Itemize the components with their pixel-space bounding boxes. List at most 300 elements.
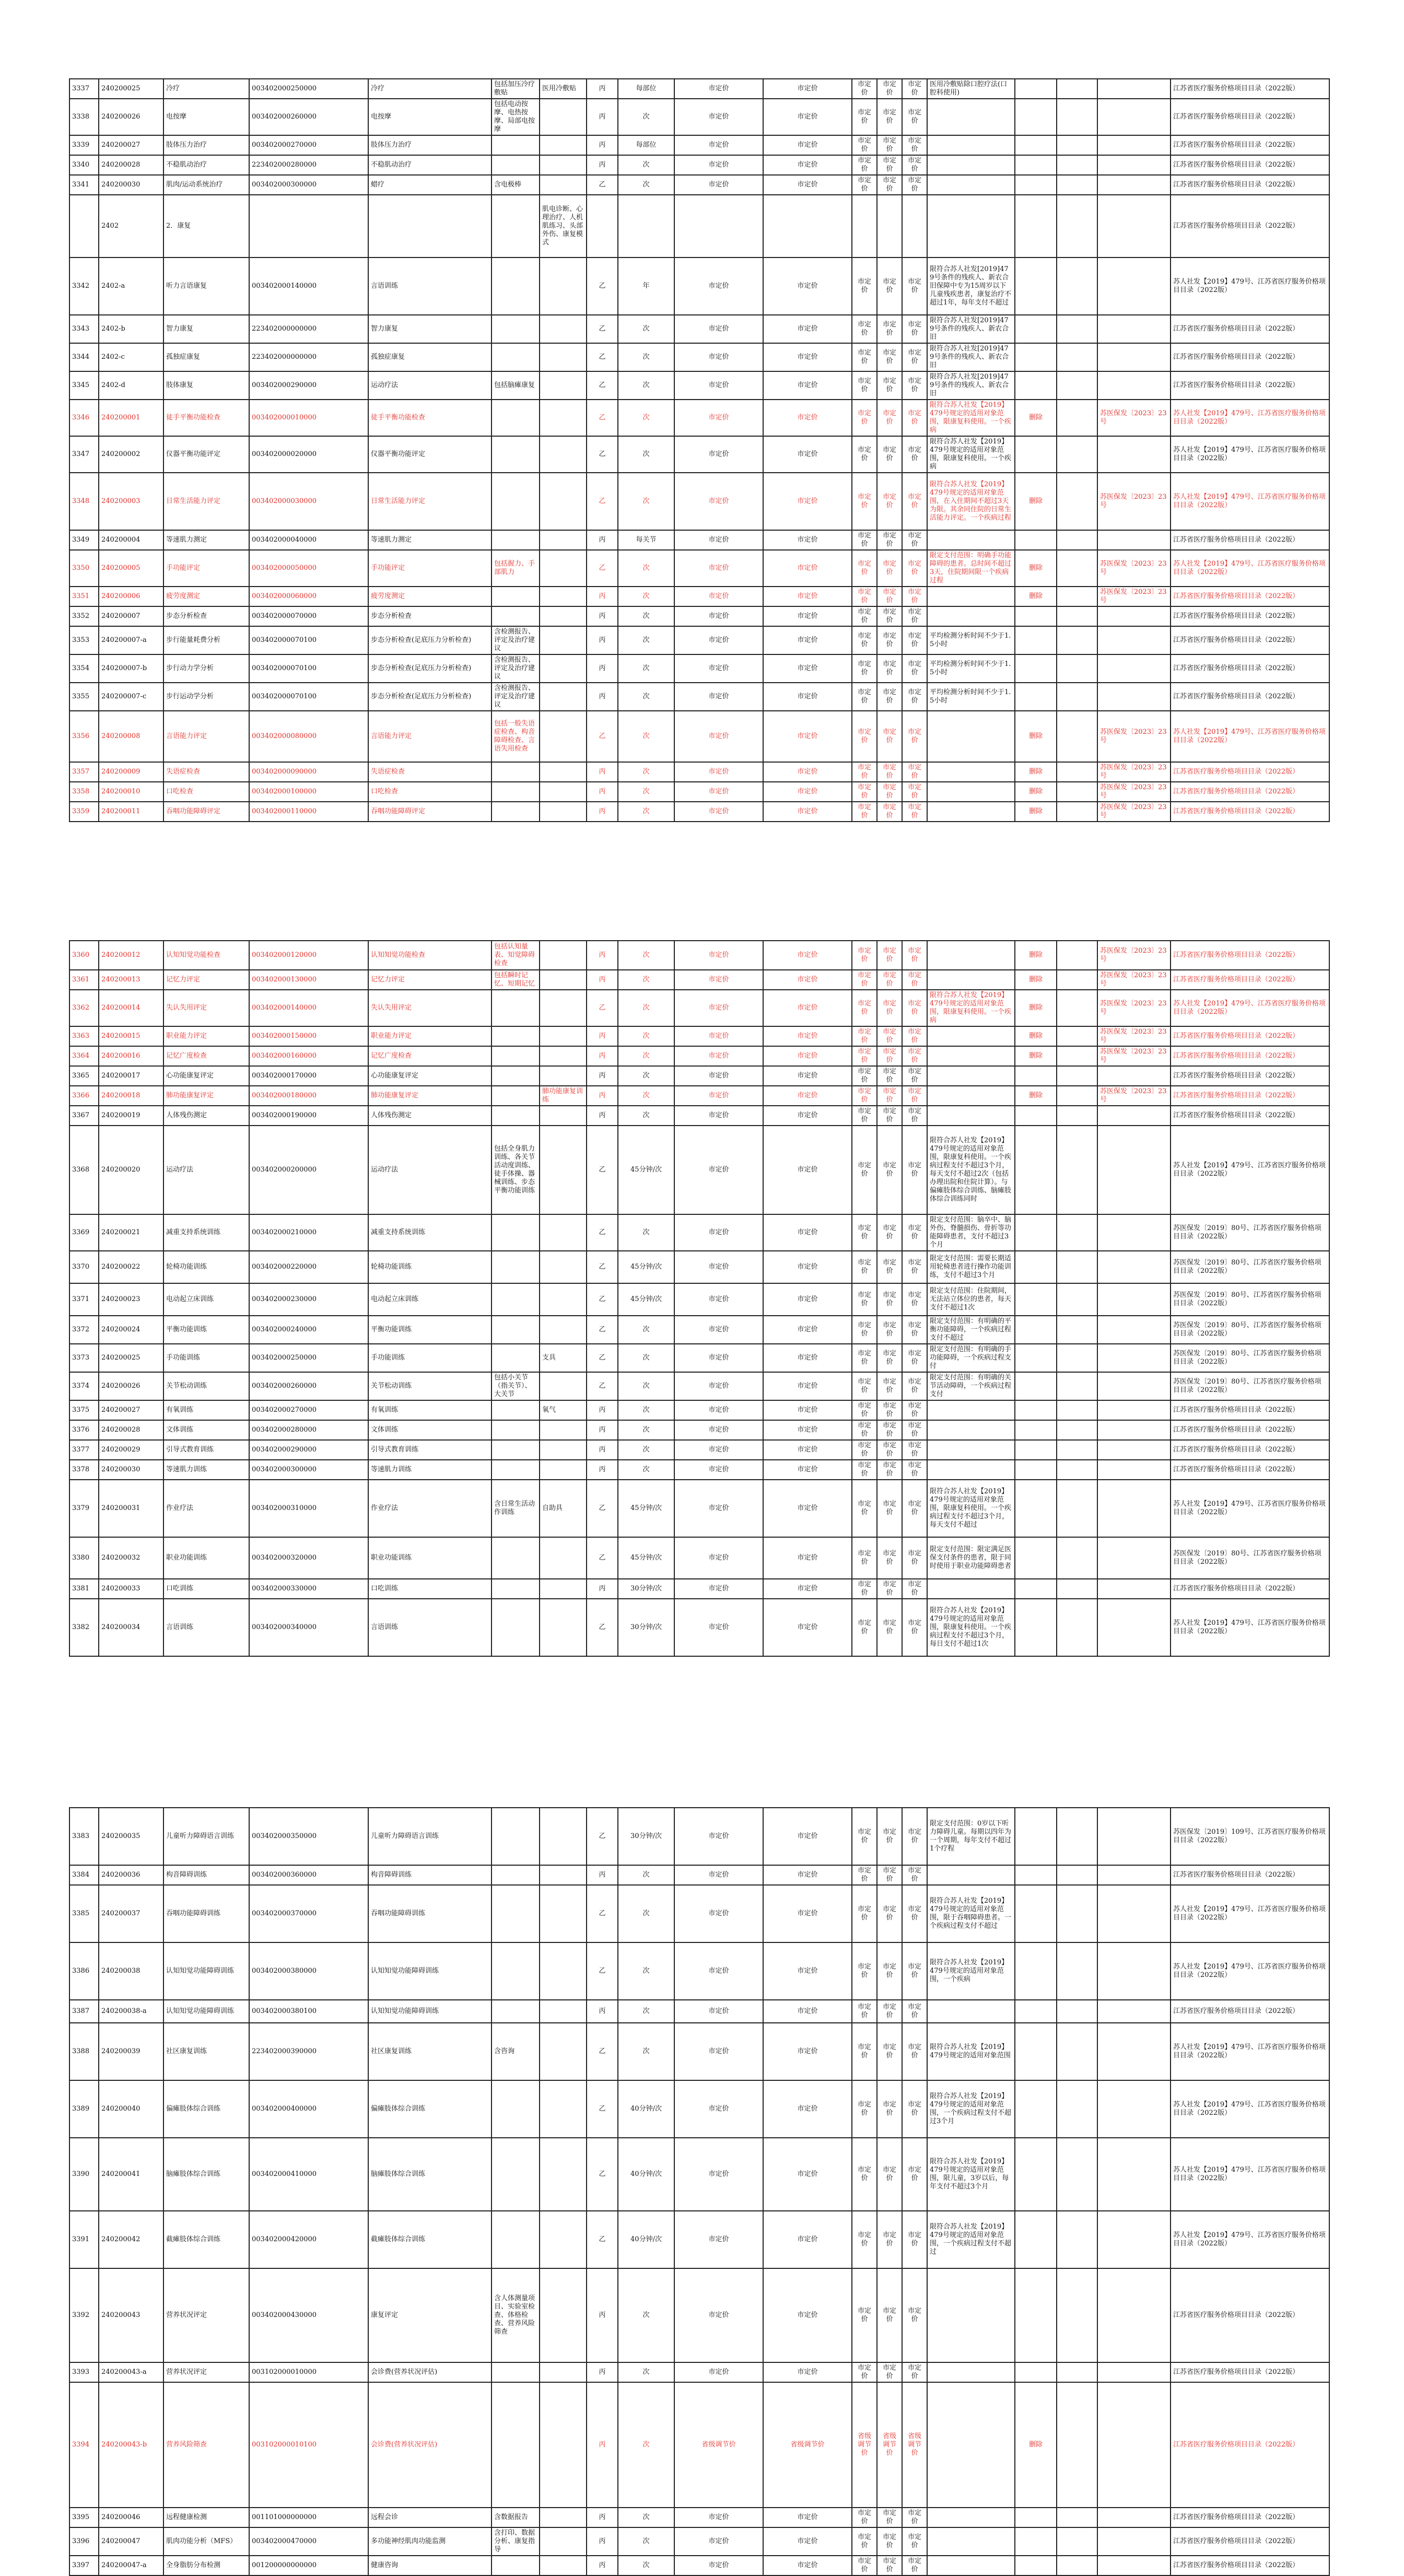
table-cell [1015, 1344, 1057, 1372]
table-block-2 [69, 940, 1329, 1657]
table-cell [492, 530, 540, 550]
table-cell: 003402000250000 [249, 1344, 368, 1372]
table-row [69, 2556, 1329, 2575]
table-cell: 市定价 [763, 530, 852, 550]
table-cell: 删除 [1015, 1086, 1057, 1106]
table-cell [1097, 257, 1171, 315]
table-cell [1057, 155, 1097, 175]
table-cell [1097, 1420, 1171, 1440]
table-cell [927, 2556, 1015, 2575]
table-cell: 003402000290000 [249, 1440, 368, 1460]
table-cell: 市定价 [763, 473, 852, 530]
table-cell: 市定价 [877, 2508, 902, 2527]
table-cell: 2402-b [99, 315, 163, 343]
table-row [69, 99, 1329, 135]
table-cell: 苏人社发【2019】479号、江苏省医疗服务价格项目目录（2022版） [1171, 1885, 1329, 1942]
table-cell: 240200042 [99, 2211, 163, 2268]
table-cell: 包括全身肌力训练、各关节活动度训练、徒手体操、器械训练、步态平衡功能训练 [492, 1126, 540, 1214]
table-cell: 轮椅功能训练 [368, 1251, 492, 1283]
table-cell: 240200047-a [99, 2556, 163, 2575]
table-cell: 市定价 [852, 315, 877, 343]
table-cell: 市定价 [763, 990, 852, 1026]
table-cell: 市定价 [902, 1026, 927, 1046]
table-cell: 市定价 [902, 2527, 927, 2556]
table-cell: 苏人社发【2019】479号、江苏省医疗服务价格项目目录（2022版） [1171, 1599, 1329, 1656]
table-cell [492, 1046, 540, 1066]
table-cell: 删除 [1015, 550, 1057, 587]
table-cell [1057, 1066, 1097, 1086]
table-cell: 市定价 [877, 2556, 902, 2575]
table-cell: 手功能评定 [368, 550, 492, 587]
table-cell [540, 1046, 587, 1066]
table-cell [1057, 1214, 1097, 1251]
table-cell: 市定价 [674, 257, 763, 315]
table-cell: 平均检测分析时间不少于1.5小时 [927, 626, 1015, 654]
table-cell: 市定价 [902, 175, 927, 195]
table-cell: 丙 [587, 2527, 618, 2556]
table-cell: 市定价 [674, 79, 763, 99]
table-cell: 003402000290000 [249, 371, 368, 400]
table-cell: 市定价 [877, 2023, 902, 2080]
table-cell: 乙 [587, 1214, 618, 1251]
table-cell [902, 195, 927, 257]
table-cell: 市定价 [852, 782, 877, 802]
table-cell: 市定价 [852, 1579, 877, 1599]
table-cell: 240200003 [99, 473, 163, 530]
table-cell [1097, 2268, 1171, 2362]
table-cell [927, 2000, 1015, 2023]
table-cell: 3346 [69, 400, 99, 436]
table-cell: 市定价 [852, 587, 877, 606]
table-cell: 市定价 [763, 2556, 852, 2575]
table-cell: 丙 [587, 654, 618, 683]
table-row [69, 436, 1329, 473]
table-cell [1057, 1316, 1097, 1344]
table-cell: 市定价 [877, 1283, 902, 1316]
table-cell [877, 195, 902, 257]
table-cell: 限定支付范围：有明确的关节活动障碍，一个疾病过程支付 [927, 1372, 1015, 1400]
table-cell: 省级调节价 [852, 2382, 877, 2508]
table-cell: 市定价 [902, 1440, 927, 1460]
table-cell: 市定价 [674, 1460, 763, 1480]
table-cell: 市定价 [674, 1942, 763, 2000]
table-cell [1015, 2211, 1057, 2268]
table-cell: 含检测报告、评定及治疗建议 [492, 654, 540, 683]
table-cell: 市定价 [902, 1480, 927, 1537]
table-cell: 240200030 [99, 1460, 163, 1480]
table-cell: 口吃检查 [368, 782, 492, 802]
table-row [69, 1251, 1329, 1283]
table-cell: 徒手平衡功能检查 [368, 400, 492, 436]
table-cell: 市定价 [877, 2000, 902, 2023]
table-cell: 市定价 [902, 970, 927, 990]
table-row [69, 79, 1329, 99]
table-cell: 市定价 [674, 2362, 763, 2382]
table-cell [492, 990, 540, 1026]
table-cell: 市定价 [763, 135, 852, 155]
table-cell: 市定价 [877, 2268, 902, 2362]
table-cell [492, 1316, 540, 1344]
table-cell: 3389 [69, 2080, 99, 2138]
table-cell: 市定价 [763, 257, 852, 315]
table-cell [1097, 195, 1171, 257]
table-cell: 市定价 [674, 2508, 763, 2527]
table-cell [1097, 99, 1171, 135]
table-cell [540, 436, 587, 473]
table-cell: 次 [618, 1460, 674, 1480]
table-cell: 市定价 [902, 1537, 927, 1579]
table-cell: 市定价 [763, 371, 852, 400]
table-cell [1015, 436, 1057, 473]
table-cell: 市定价 [674, 1046, 763, 1066]
table-cell [492, 587, 540, 606]
table-cell: 肺功能康复训练 [540, 1086, 587, 1106]
table-cell: 丙 [587, 155, 618, 175]
table-cell: 丙 [587, 941, 618, 970]
table-cell: 步态分析检查(足底压力分析检查) [368, 626, 492, 654]
table-cell [1015, 1126, 1057, 1214]
table-cell [1057, 257, 1097, 315]
table-cell: 40分钟/次 [618, 2080, 674, 2138]
table-cell: 240200040 [99, 2080, 163, 2138]
table-cell: 次 [618, 99, 674, 135]
table-cell [1097, 315, 1171, 343]
table-cell: 3341 [69, 175, 99, 195]
table-cell [540, 400, 587, 436]
table-cell: 市定价 [852, 711, 877, 762]
table-cell: 市定价 [763, 1066, 852, 1086]
table-cell [1057, 473, 1097, 530]
table-cell: 市定价 [763, 1214, 852, 1251]
table-cell [1097, 371, 1171, 400]
table-row [69, 626, 1329, 654]
table-cell: 3397 [69, 2556, 99, 2575]
table-cell [1057, 1106, 1097, 1126]
table-cell [1057, 1480, 1097, 1537]
table-cell: 市定价 [902, 1214, 927, 1251]
table-cell: 言语训练 [368, 1599, 492, 1656]
table-cell: 市定价 [852, 550, 877, 587]
table-cell [492, 1066, 540, 1086]
table-cell [927, 711, 1015, 762]
table-cell [1097, 2138, 1171, 2211]
table-cell [540, 1599, 587, 1656]
table-cell: 240200047 [99, 2527, 163, 2556]
table-cell [1097, 343, 1171, 371]
table-cell: 每关节 [618, 530, 674, 550]
table-cell: 市定价 [877, 990, 902, 1026]
table-cell: 40分钟/次 [618, 2211, 674, 2268]
table-cell: 240200034 [99, 1599, 163, 1656]
table-cell [540, 2080, 587, 2138]
table-cell: 003402000280000 [249, 1420, 368, 1440]
table-cell: 003402000350000 [249, 1808, 368, 1865]
table-cell: 运动疗法 [368, 1126, 492, 1214]
table-cell: 含咨询 [492, 2023, 540, 2080]
table-cell [492, 606, 540, 626]
table-cell: 市定价 [852, 1214, 877, 1251]
table-cell [540, 1026, 587, 1046]
table-cell: 003402000470000 [249, 2527, 368, 2556]
table-cell: 市定价 [763, 1420, 852, 1440]
table-cell: 市定价 [763, 1537, 852, 1579]
table-cell: 30分钟/次 [618, 1599, 674, 1656]
table-cell: 智力康复 [163, 315, 249, 343]
table-cell [492, 1283, 540, 1316]
table-cell: 2．康复 [163, 195, 249, 257]
table-cell: 苏医保发〔2023〕23号 [1097, 1086, 1171, 1106]
table-cell: 智力康复 [368, 315, 492, 343]
table-cell: 江苏省医疗服务价格项目目录（2022版） [1171, 1460, 1329, 1480]
table-cell: 苏人社发【2019】479号、江苏省医疗服务价格项目目录（2022版） [1171, 550, 1329, 587]
table-cell [540, 990, 587, 1026]
table-cell: 每部位 [618, 79, 674, 99]
table-cell: 市定价 [902, 1372, 927, 1400]
table-cell: 次 [618, 436, 674, 473]
table-cell: 003402000180000 [249, 1086, 368, 1106]
table-cell [249, 195, 368, 257]
table-cell: 苏人社发【2019】479号、江苏省医疗服务价格项目目录（2022版） [1171, 1942, 1329, 2000]
table-cell: 每部位 [618, 135, 674, 155]
table-cell: 脑瘫肢体综合训练 [368, 2138, 492, 2211]
table-cell: 苏医保发〔2019〕80号、江苏省医疗服务价格项目目录（2022版） [1171, 1316, 1329, 1344]
table-cell [1057, 1460, 1097, 1480]
table-cell: 30分钟/次 [618, 1808, 674, 1865]
table-cell: 市定价 [852, 1865, 877, 1885]
table-cell: 市定价 [877, 2138, 902, 2211]
table-cell [1015, 175, 1057, 195]
table-cell: 乙 [587, 1251, 618, 1283]
table-cell: 次 [618, 1046, 674, 1066]
table-row [69, 970, 1329, 990]
table-cell: 市定价 [852, 1316, 877, 1344]
table-cell: 3368 [69, 1126, 99, 1214]
table-cell: 003402000260000 [249, 1372, 368, 1400]
table-cell [1057, 1372, 1097, 1400]
table-cell [1057, 343, 1097, 371]
table-cell: 2402 [99, 195, 163, 257]
table-cell: 步行能量耗费分析 [163, 626, 249, 654]
table-cell [1057, 99, 1097, 135]
table-cell: 江苏省医疗服务价格项目目录（2022版） [1171, 654, 1329, 683]
table-cell: 市定价 [763, 1808, 852, 1865]
table-cell: 江苏省医疗服务价格项目目录（2022版） [1171, 195, 1329, 257]
table-cell: 次 [618, 990, 674, 1026]
table-cell: 认知知觉功能检查 [163, 941, 249, 970]
table-cell: 限符合苏人社发[2019]479号条件的残疾人、新农合旧保障中专为15周岁以下儿童残疾患者，康复治疗不超过1年，每年支付不超过 [927, 257, 1015, 315]
table-cell: 市定价 [763, 654, 852, 683]
table-cell [1097, 1372, 1171, 1400]
table-row [69, 683, 1329, 711]
table-cell: 240200046 [99, 2508, 163, 2527]
table-cell: 市定价 [763, 1251, 852, 1283]
table-cell [1057, 1026, 1097, 1046]
table-cell: 市定价 [674, 2211, 763, 2268]
table-cell [1057, 941, 1097, 970]
table-cell: 不稳肌动治疗 [368, 155, 492, 175]
table-cell: 市定价 [902, 1865, 927, 1885]
table-cell: 240200041 [99, 2138, 163, 2211]
table-cell: 限符合苏人社发【2019】479号规定的适用对象范围，限康复科使用。一个疾病过程支付不超过3个月，每天支付不超过 [927, 1480, 1015, 1537]
table-cell: 市定价 [674, 371, 763, 400]
table-row [69, 1440, 1329, 1460]
table-cell: 肌肉功能分析（MFS） [163, 2527, 249, 2556]
table-cell: 记忆力评定 [368, 970, 492, 990]
table-cell: 电动起立床训练 [368, 1283, 492, 1316]
table-cell: 人体残伤测定 [163, 1106, 249, 1126]
table-cell: 江苏省医疗服务价格项目目录（2022版） [1171, 371, 1329, 400]
table-cell [927, 782, 1015, 802]
table-cell: 003402000300000 [249, 175, 368, 195]
table-cell: 市定价 [674, 1579, 763, 1599]
table-cell: 丙 [587, 762, 618, 782]
table-cell: 市定价 [852, 970, 877, 990]
table-cell: 次 [618, 2556, 674, 2575]
table-cell [1097, 2023, 1171, 2080]
table-cell: 乙 [587, 343, 618, 371]
table-cell: 市定价 [763, 2508, 852, 2527]
table-cell: 市定价 [902, 371, 927, 400]
table-cell [587, 195, 618, 257]
table-cell: 限定支付范围：有明确的平衡功能障碍，一个疾病过程支付不超过 [927, 1316, 1015, 1344]
table-cell: 次 [618, 400, 674, 436]
table-cell [1057, 1808, 1097, 1865]
table-cell: 苏医保发〔2019〕80号、江苏省医疗服务价格项目目录（2022版） [1171, 1537, 1329, 1579]
table-cell: 乙 [587, 1480, 618, 1537]
table-cell: 市定价 [674, 155, 763, 175]
table-cell: 240200038 [99, 1942, 163, 2000]
table-cell: 限定支付范围：明确手功能障碍的患者。总时间不超过3天，住院期间限一个疾病过程 [927, 550, 1015, 587]
table-cell: 240200022 [99, 1251, 163, 1283]
table-cell: 市定价 [763, 175, 852, 195]
table-cell: 蜡疗 [368, 175, 492, 195]
table-cell: 市定价 [763, 1106, 852, 1126]
table-cell: 文体训练 [368, 1420, 492, 1440]
table-cell: 30分钟/次 [618, 1579, 674, 1599]
table-cell: 失认失用评定 [368, 990, 492, 1026]
table-row [69, 550, 1329, 587]
table-cell: 市定价 [852, 2556, 877, 2575]
table-cell: 含日常生活动作训练 [492, 1480, 540, 1537]
table-cell: 删除 [1015, 2382, 1057, 2508]
table-cell [1057, 2080, 1097, 2138]
table-cell [492, 1026, 540, 1046]
table-cell [1015, 2556, 1057, 2575]
table-cell: 2402-d [99, 371, 163, 400]
table-cell: 减重支持系统训练 [368, 1214, 492, 1251]
table-cell: 市定价 [674, 436, 763, 473]
table-cell: 苏医保发〔2023〕23号 [1097, 1046, 1171, 1066]
table-cell: 认知知觉功能障碍训练 [368, 2000, 492, 2023]
table-cell [927, 1440, 1015, 1460]
table-cell: 240200005 [99, 550, 163, 587]
table-cell: 步行动力学分析 [163, 654, 249, 683]
table-cell [492, 1808, 540, 1865]
table-cell [1097, 1440, 1171, 1460]
table-cell: 240200027 [99, 1400, 163, 1420]
table-cell: 丙 [587, 1579, 618, 1599]
table-cell [1015, 79, 1057, 99]
table-cell: 肌电诊断、心理治疗、人机肌练习、头部外伤、康复模式 [540, 195, 587, 257]
table-cell: 截瘫肢体综合训练 [368, 2211, 492, 2268]
table-cell: 限符合苏人社发【2019】479号规定的适用对象范围，限康复科使用。一个疾病过程支付不超过3个月，每日支付不超过1次 [927, 1599, 1015, 1656]
table-cell: 市定价 [674, 1026, 763, 1046]
table-cell: 丙 [587, 626, 618, 654]
table-cell [927, 1046, 1015, 1066]
table-cell: 市定价 [852, 1808, 877, 1865]
table-cell: 肌肉/运动系统治疗 [163, 175, 249, 195]
table-cell [1097, 606, 1171, 626]
table-cell: 003402000080000 [249, 711, 368, 762]
table-cell: 240200020 [99, 1126, 163, 1214]
table-cell [1015, 2527, 1057, 2556]
table-cell: 3371 [69, 1283, 99, 1316]
table-cell: 丙 [587, 2000, 618, 2023]
table-cell: 003402000380000 [249, 1942, 368, 2000]
table-cell: 240200002 [99, 436, 163, 473]
table-cell: 省级调节价 [877, 2382, 902, 2508]
table-cell: 丙 [587, 99, 618, 135]
table-cell: 市定价 [902, 155, 927, 175]
table-cell: 市定价 [902, 1420, 927, 1440]
table-cell: 3339 [69, 135, 99, 155]
table-cell: 市定价 [763, 99, 852, 135]
table-cell [1057, 1344, 1097, 1372]
table-cell: 江苏省医疗服务价格项目目录（2022版） [1171, 1420, 1329, 1440]
table-cell: 3340 [69, 155, 99, 175]
table-cell: 市定价 [877, 2527, 902, 2556]
table-cell: 次 [618, 970, 674, 990]
table-cell: 市定价 [852, 1420, 877, 1440]
table-cell: 市定价 [852, 2508, 877, 2527]
table-cell: 003402000320000 [249, 1537, 368, 1579]
table-cell: 市定价 [763, 315, 852, 343]
table-cell: 删除 [1015, 990, 1057, 1026]
table-cell [492, 343, 540, 371]
table-row [69, 343, 1329, 371]
table-cell: 240200019 [99, 1106, 163, 1126]
table-cell: 次 [618, 2023, 674, 2080]
table-cell: 市定价 [877, 1126, 902, 1214]
table-cell: 市定价 [674, 1126, 763, 1214]
table-cell: 乙 [587, 1344, 618, 1372]
table-cell: 偏瘫肢体综合训练 [163, 2080, 249, 2138]
table-cell: 3381 [69, 1579, 99, 1599]
table-cell: 有氧训练 [163, 1400, 249, 1420]
table-cell [927, 587, 1015, 606]
table-cell: 市定价 [763, 1344, 852, 1372]
table-cell: 001200000000000 [249, 2556, 368, 2575]
table-cell [1057, 371, 1097, 400]
table-cell: 次 [618, 762, 674, 782]
table-cell: 003402000200000 [249, 1126, 368, 1214]
table-cell: 3379 [69, 1480, 99, 1537]
table-cell: 3369 [69, 1214, 99, 1251]
table-row [69, 1460, 1329, 1480]
table-cell: 次 [618, 1440, 674, 1460]
table-cell: 肺功能康复评定 [163, 1086, 249, 1106]
table-cell: 江苏省医疗服务价格项目目录（2022版） [1171, 1579, 1329, 1599]
table-cell [492, 1086, 540, 1106]
table-cell: 市定价 [902, 1344, 927, 1372]
table-cell: 市定价 [763, 2023, 852, 2080]
table-cell: 240200024 [99, 1316, 163, 1344]
table-cell: 市定价 [674, 1106, 763, 1126]
table-cell: 3374 [69, 1372, 99, 1400]
table-cell: 市定价 [674, 1214, 763, 1251]
table-row [69, 587, 1329, 606]
table-cell: 市定价 [852, 257, 877, 315]
